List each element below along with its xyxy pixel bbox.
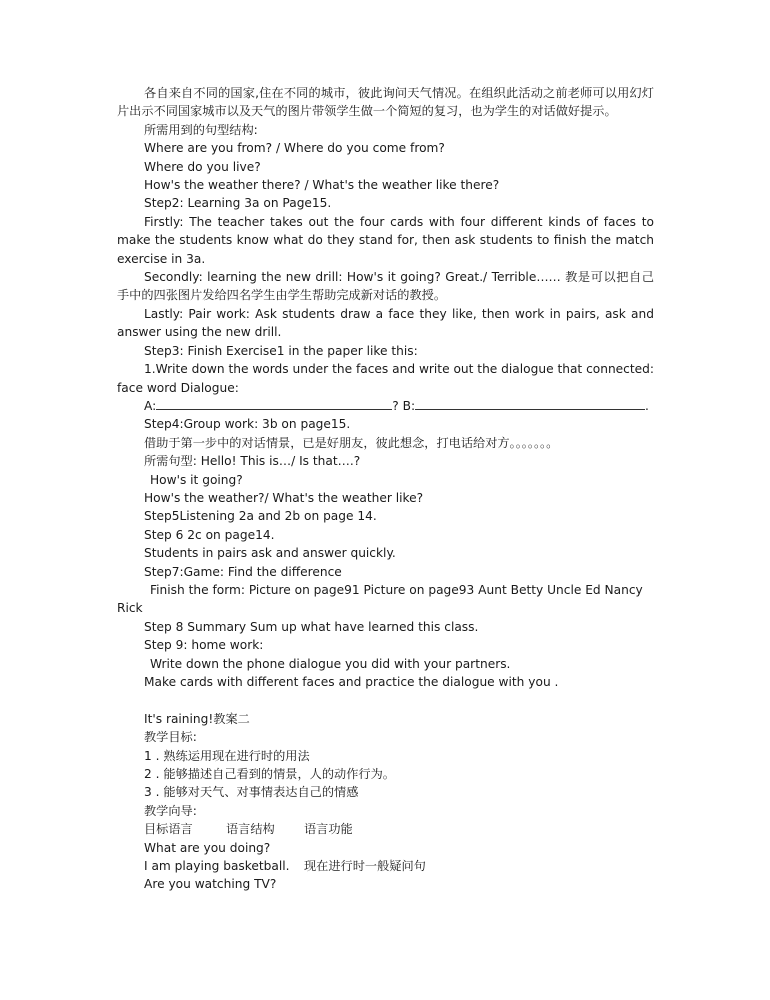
goal-item-2: 2 . 能够描述自己看到的情景，人的动作行为。 <box>144 767 395 782</box>
paragraph-teaching-goals: 教学目标: <box>144 730 197 745</box>
paragraph-how-going: How's it going? <box>150 472 243 487</box>
dialogue-b-label: ? B: <box>392 398 416 413</box>
paragraph-step8: Step 8 Summary Sum up what have learned this class. <box>144 619 479 634</box>
paragraph-finish-form: Finish the form: Picture on page91 Picture on page93 Aunt Betty Uncle Ed Nancy Rick <box>117 582 643 616</box>
paragraph-exercise1: 1.Write down the words under the faces and write out the dialogue that connected: face word Dialogue: <box>117 362 654 395</box>
paragraph-secondly: Secondly: learning the new drill: How's it going? Great./ Terrible…… 教是可以把自己手中的四张图片发给四名学生由学生帮助完成新对话的教授。 <box>117 270 654 303</box>
section-title-lesson2: It's raining!教案二 <box>144 711 250 726</box>
paragraph-step3: Step3: Finish Exercise1 in the paper like this: <box>144 343 418 358</box>
paragraph-teaching-guide: 教学向导: <box>144 803 197 818</box>
goal-item-1: 1 . 熟练运用现在进行时的用法 <box>144 748 310 763</box>
goal-item-3: 3 . 能够对天气、对事情表达自己的情感 <box>144 785 359 800</box>
example-row-basketball <box>117 857 654 875</box>
paragraph-step6: Step 6 2c on page14. <box>144 527 275 542</box>
blank-gap <box>117 691 654 709</box>
paragraph-dialogue-blanks <box>117 397 654 415</box>
paragraph-how-weather: How's the weather?/ What's the weather like? <box>144 490 424 505</box>
paragraph-homework-cards: Make cards with different faces and practice the dialogue with you . <box>144 675 559 689</box>
blank-line-a <box>156 397 392 410</box>
example-present-continuous: 现在进行时一般疑问句 <box>304 859 426 874</box>
paragraph-where-from: Where are you from? / Where do you come from? <box>144 141 445 156</box>
paragraph-weather-question: How's the weather there? / What's the weather like there? <box>144 178 500 193</box>
paragraph-pairs: Students in pairs ask and answer quickly. <box>144 546 396 561</box>
paragraph-step5: Step5Listening 2a and 2b on page 14. <box>144 509 377 524</box>
dialogue-end-dot: . <box>645 398 649 413</box>
example-playing-basketball: I am playing basketball. <box>144 859 290 874</box>
paragraph-activity-intro: 各自来自不同的国家,住在不同的城市，彼此询问天气情况。在组织此活动之前老师可以用幻灯片出示不同国家城市以及天气的图片带领学生做一个简短的复习，也为学生的对话做好提示。 <box>117 86 654 119</box>
header-language-structure: 语言结构 <box>226 822 275 837</box>
document-page <box>117 84 654 894</box>
paragraph-step4: Step4:Group work: 3b on page15. <box>144 417 351 432</box>
header-target-language: 目标语言 <box>144 822 193 837</box>
paragraph-where-live: Where do you live? <box>144 159 261 174</box>
dialogue-a-label: A: <box>144 398 157 413</box>
paragraph-required-sentences: 所需句型: Hello! This is…/ Is that….? <box>144 454 361 469</box>
paragraph-step9: Step 9: home work: <box>144 638 264 653</box>
paragraph-firstly: Firstly: The teacher takes out the four cards with four different kinds of faces to make the students know what do they stand for, then ask students to finish the match exercise in 3a. <box>117 214 654 266</box>
paragraph-step2: Step2: Learning 3a on Page15. <box>144 196 332 211</box>
paragraph-lastly: Lastly: Pair work: Ask students draw a face they like, then work in pairs, ask and answer using the new drill. <box>117 306 654 340</box>
paragraph-step7: Step7:Game: Find the difference <box>144 564 342 579</box>
example-watching-tv: Are you watching TV? <box>144 877 277 892</box>
paragraph-sentence-structures: 所需用到的句型结构: <box>144 122 258 137</box>
example-what-doing: What are you doing? <box>144 840 271 855</box>
table-header-row <box>117 820 654 838</box>
header-language-function: 语言功能 <box>304 822 353 837</box>
paragraph-homework-write: Write down the phone dialogue you did with your partners. <box>150 656 511 671</box>
blank-line-b <box>415 397 645 410</box>
paragraph-phone-scenario: 借助于第一步中的对话情景，已是好朋友，彼此想念，打电话给对方。。。。。。。 <box>144 435 559 450</box>
